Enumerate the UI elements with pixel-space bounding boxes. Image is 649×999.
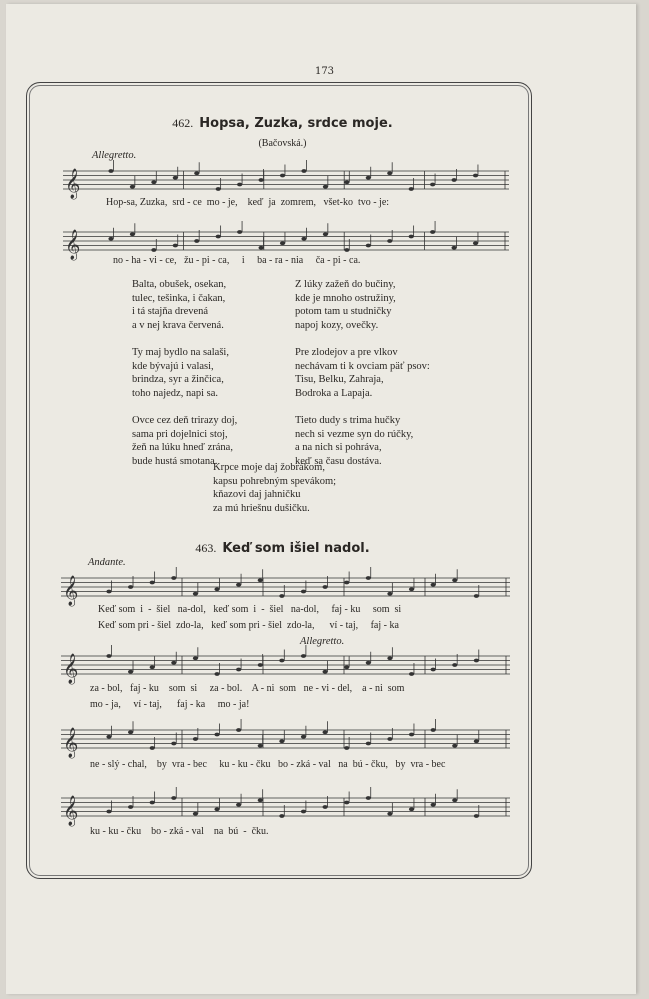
page-number: 173 bbox=[314, 66, 335, 77]
music-staff bbox=[63, 163, 509, 199]
note-icon bbox=[171, 576, 176, 580]
note-icon bbox=[473, 241, 478, 245]
note-icon bbox=[258, 798, 263, 802]
note-icon bbox=[301, 810, 306, 814]
note-icon bbox=[106, 654, 111, 658]
note-icon bbox=[106, 590, 111, 594]
note-icon bbox=[323, 585, 328, 589]
music-staff bbox=[61, 790, 510, 826]
lyrics-line: ne - slý - chal, by vra - bec ku - ku - čku bo - zká - val na bú - čku, by vra - bec bbox=[90, 759, 446, 770]
note-icon bbox=[236, 668, 241, 672]
note-icon bbox=[344, 248, 349, 252]
note-icon bbox=[130, 232, 135, 236]
verse-line: potom tam u studničky bbox=[295, 306, 392, 317]
note-icon bbox=[387, 239, 392, 243]
verse-stanza bbox=[295, 278, 430, 332]
note-icon bbox=[366, 244, 371, 248]
note-icon bbox=[431, 583, 436, 587]
tempo-marking: Allegretto. bbox=[300, 636, 345, 647]
verse-column-right bbox=[295, 278, 430, 468]
verse-line: kapsu pohrebným spevákom; bbox=[213, 475, 337, 487]
note-icon bbox=[193, 592, 198, 596]
note-icon bbox=[452, 798, 457, 802]
verse-line: za mú hriešnu dušičku. bbox=[213, 502, 310, 514]
song-number: 463. bbox=[195, 541, 217, 555]
note-icon bbox=[214, 733, 219, 737]
song-title-text: Keď som išiel nadol. bbox=[222, 541, 370, 556]
note-icon bbox=[452, 578, 457, 582]
song-title bbox=[0, 116, 565, 131]
note-icon bbox=[431, 728, 436, 732]
verse-stanza bbox=[132, 414, 237, 468]
note-icon bbox=[258, 578, 263, 582]
note-icon bbox=[214, 672, 219, 676]
treble-clef-icon: 𝄞 bbox=[65, 230, 81, 260]
note-icon bbox=[216, 235, 221, 239]
note-icon bbox=[171, 742, 176, 746]
note-icon bbox=[236, 728, 241, 732]
note-icon bbox=[236, 803, 241, 807]
verse-line: a na nich si pohráva, bbox=[295, 442, 382, 453]
note-icon bbox=[301, 735, 306, 739]
note-icon bbox=[193, 737, 198, 741]
lyrics-line: ku - ku - čku bo - zká - val na bú - čku. bbox=[90, 826, 269, 837]
note-icon bbox=[387, 812, 392, 816]
note-icon bbox=[474, 659, 479, 663]
lyrics-line: Hop-sa, Zuzka, srd - ce mo - je, keď ja zomrem, všet-ko tvo - je: bbox=[106, 197, 390, 208]
music-staff bbox=[61, 648, 510, 684]
treble-clef-icon: 𝄞 bbox=[65, 169, 81, 199]
note-icon bbox=[258, 744, 263, 748]
note-icon bbox=[409, 587, 414, 591]
verse-line: nech si vezme syn do rúčky, bbox=[295, 428, 414, 440]
note-icon bbox=[474, 739, 479, 743]
note-icon bbox=[279, 594, 284, 598]
note-icon bbox=[431, 803, 436, 807]
note-icon bbox=[106, 810, 111, 814]
verse-stanza bbox=[295, 414, 430, 468]
verse-line: bude hustá smotana. bbox=[132, 455, 218, 467]
note-icon bbox=[214, 807, 219, 811]
verse-line: Tisu, Belku, Zahraja, bbox=[295, 374, 384, 385]
note-icon bbox=[150, 746, 155, 750]
note-icon bbox=[366, 176, 371, 180]
verse-line: kde bývajú i valasi, bbox=[132, 360, 214, 372]
note-icon bbox=[366, 576, 371, 580]
note-icon bbox=[150, 801, 155, 805]
note-icon bbox=[106, 735, 111, 739]
note-icon bbox=[194, 239, 199, 243]
note-icon bbox=[366, 661, 371, 665]
note-icon bbox=[151, 180, 156, 184]
verse-line: a v nej krava červená. bbox=[132, 319, 224, 331]
note-icon bbox=[452, 246, 457, 250]
song-title-text: Hopsa, Zuzka, srdce moje. bbox=[199, 116, 393, 131]
note-icon bbox=[237, 230, 242, 234]
note-icon bbox=[173, 176, 178, 180]
note-icon bbox=[237, 183, 242, 187]
verse-line: kde je mnoho ostružiny, bbox=[295, 292, 396, 304]
music-staff bbox=[63, 224, 509, 260]
lyrics-line: Keď som pri - šiel zdo-la, keď som pri - šiel zdo-la, ví - taj, faj - ka bbox=[98, 620, 399, 631]
note-icon bbox=[431, 668, 436, 672]
note-icon bbox=[387, 171, 392, 175]
note-icon bbox=[474, 814, 479, 818]
note-icon bbox=[409, 733, 414, 737]
verse-final bbox=[213, 461, 336, 515]
verse-line: toho najedz, napi sa. bbox=[132, 387, 219, 399]
note-icon bbox=[452, 663, 457, 667]
note-icon bbox=[323, 232, 328, 236]
note-icon bbox=[236, 583, 241, 587]
note-icon bbox=[474, 594, 479, 598]
note-icon bbox=[387, 737, 392, 741]
note-icon bbox=[344, 801, 349, 805]
note-icon bbox=[344, 180, 349, 184]
note-icon bbox=[128, 730, 133, 734]
note-icon bbox=[323, 805, 328, 809]
note-icon bbox=[323, 730, 328, 734]
note-icon bbox=[301, 590, 306, 594]
lyrics-line: mo - ja, ví - taj, faj - ka mo - ja! bbox=[90, 699, 250, 710]
treble-clef-icon: 𝄞 bbox=[63, 576, 79, 606]
note-icon bbox=[128, 670, 133, 674]
music-staff bbox=[61, 722, 510, 758]
note-icon bbox=[473, 174, 478, 178]
lyrics-line: no - ha - vi - ce, žu - pi - ca, i ba - ra - nia ča - pi - ca. bbox=[113, 255, 361, 266]
tempo-marking: Andante. bbox=[88, 557, 126, 568]
verse-column-left bbox=[132, 278, 237, 468]
verse-line: Ty maj bydlo na salaši, bbox=[132, 347, 229, 358]
verse-line: nechávam ti k ovciam päť psov: bbox=[295, 360, 430, 372]
note-icon bbox=[301, 654, 306, 658]
note-icon bbox=[430, 183, 435, 187]
verse-line: i tá stajňa drevená bbox=[132, 306, 209, 317]
note-icon bbox=[409, 807, 414, 811]
verse-line: sama pri dojelnici stoj, bbox=[132, 428, 228, 440]
treble-clef-icon: 𝄞 bbox=[63, 728, 79, 758]
note-icon bbox=[387, 592, 392, 596]
note-icon bbox=[301, 237, 306, 241]
verse-line: kňazovi daj jahničku bbox=[213, 489, 301, 500]
note-icon bbox=[387, 656, 392, 660]
verse-line: Ovce cez deň trirazy doj, bbox=[132, 415, 238, 426]
note-icon bbox=[344, 665, 349, 669]
verse-stanza bbox=[132, 346, 237, 400]
note-icon bbox=[280, 241, 285, 245]
note-icon bbox=[193, 812, 198, 816]
note-icon bbox=[452, 744, 457, 748]
note-icon bbox=[301, 169, 306, 173]
note-icon bbox=[214, 587, 219, 591]
note-icon bbox=[171, 796, 176, 800]
note-icon bbox=[279, 739, 284, 743]
note-icon bbox=[150, 581, 155, 585]
note-icon bbox=[108, 169, 113, 173]
note-icon bbox=[173, 244, 178, 248]
verse-line: Bodroka a Lapaja. bbox=[295, 387, 373, 399]
note-icon bbox=[171, 661, 176, 665]
song-number: 462. bbox=[172, 116, 194, 130]
note-icon bbox=[323, 670, 328, 674]
verse-line: Pre zlodejov a pre vlkov bbox=[295, 347, 398, 358]
note-icon bbox=[323, 185, 328, 189]
verse-line: Z lúky zažeň do bučiny, bbox=[295, 279, 396, 290]
verse-line: keď sa času dostáva. bbox=[295, 455, 382, 467]
lyrics-line: Keď som i - šiel na-dol, keď som i - šiel na-dol, faj - ku som si bbox=[98, 604, 402, 615]
music-staff bbox=[61, 570, 510, 606]
song-attribution: (Bačovská.) bbox=[258, 138, 307, 149]
note-icon bbox=[430, 230, 435, 234]
verse-stanza bbox=[132, 278, 237, 332]
lyrics-line: za - bol, faj - ku som si za - bol. A - ni som ne - vi - del, a - ni som bbox=[90, 683, 405, 694]
song-title bbox=[0, 541, 565, 556]
note-icon bbox=[259, 178, 264, 182]
note-icon bbox=[344, 581, 349, 585]
note-icon bbox=[409, 235, 414, 239]
note-icon bbox=[409, 187, 414, 191]
note-icon bbox=[193, 656, 198, 660]
note-icon bbox=[150, 665, 155, 669]
note-icon bbox=[128, 805, 133, 809]
note-icon bbox=[108, 237, 113, 241]
note-icon bbox=[452, 178, 457, 182]
note-icon bbox=[258, 663, 263, 667]
tempo-marking: Allegretto. bbox=[92, 150, 137, 161]
verse-line: brindza, syr a žinčica, bbox=[132, 374, 224, 385]
note-icon bbox=[409, 672, 414, 676]
verse-line: Krpce moje daj žobrákom, bbox=[213, 462, 325, 473]
note-icon bbox=[279, 659, 284, 663]
treble-clef-icon: 𝄞 bbox=[63, 654, 79, 684]
verse-stanza bbox=[295, 346, 430, 400]
note-icon bbox=[366, 742, 371, 746]
verse-line: tulec, tešinka, i čakan, bbox=[132, 292, 226, 304]
note-icon bbox=[344, 746, 349, 750]
verse-line: Tieto dudy s trima hučky bbox=[295, 415, 401, 426]
treble-clef-icon: 𝄞 bbox=[63, 796, 79, 826]
note-icon bbox=[366, 796, 371, 800]
verse-line: Balta, obušek, osekan, bbox=[132, 279, 227, 290]
note-icon bbox=[194, 171, 199, 175]
note-icon bbox=[151, 248, 156, 252]
note-icon bbox=[259, 246, 264, 250]
note-icon bbox=[280, 174, 285, 178]
note-icon bbox=[128, 585, 133, 589]
note-icon bbox=[216, 187, 221, 191]
verse-line: napoj kozy, ovečky. bbox=[295, 319, 379, 331]
verse-line: žeň na lúku hneď zrána, bbox=[132, 442, 233, 453]
note-icon bbox=[130, 185, 135, 189]
note-icon bbox=[279, 814, 284, 818]
